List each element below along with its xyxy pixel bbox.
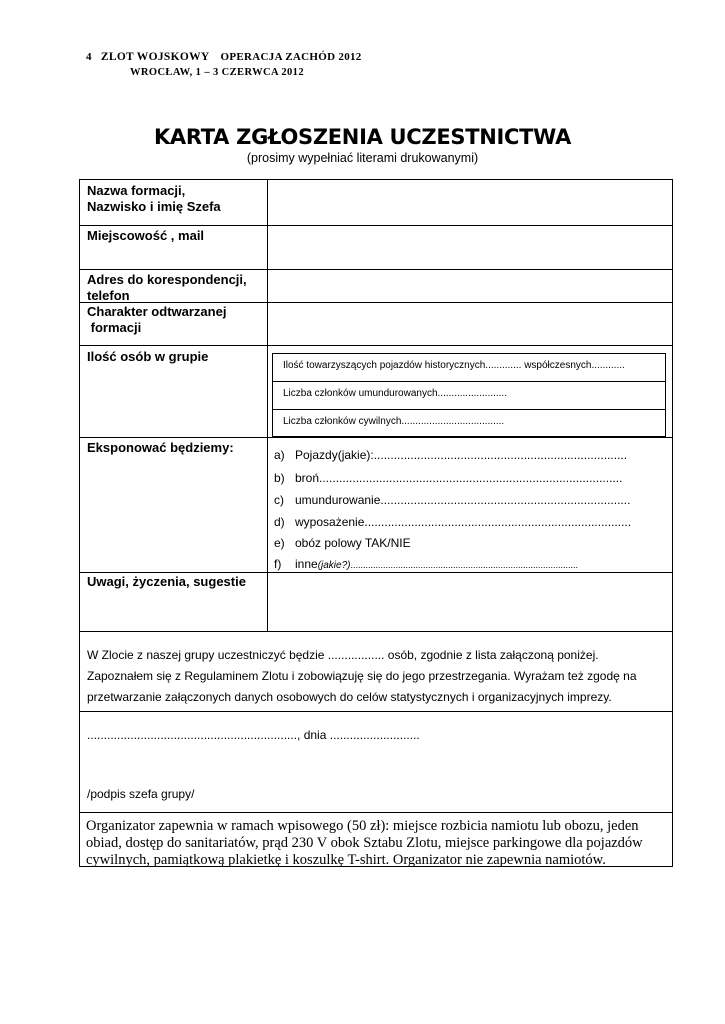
exhibit-text: Pojazdy(jakie):............................................................................ <box>295 448 628 462</box>
exhibit-item-vehicles[interactable] <box>274 448 627 462</box>
organizer-line: obiad, dostęp do sanitariatów, prąd 230 V obok Sztabu Zlotu, miejsce parkingowe dla pojazdów <box>86 835 643 851</box>
exhibit-hint: (jakie?) <box>317 560 351 571</box>
event-operation: OPERACJA ZACHÓD 2012 <box>220 51 362 63</box>
exhibit-letter: d) <box>274 515 285 529</box>
label-line: formacji <box>87 320 142 335</box>
exhibit-text: inne <box>295 557 318 571</box>
signature-label: /podpis szefa grupy/ <box>87 787 195 801</box>
participation-statement <box>87 645 637 708</box>
organizer-line: Organizator zapewnia w ramach wpisowego (50 zł): miejsce rozbicia namiotu lub obozu, jeden <box>86 818 639 834</box>
label-city-mail: Miejscowość , mail <box>87 228 205 243</box>
label-remarks: Uwagi, życzenia, sugestie <box>87 574 246 589</box>
civilian-members-field[interactable]: Liczba członków cywilnych..................................... <box>283 416 505 427</box>
label-line: Adres do korespondencji, <box>87 272 247 287</box>
row-divider <box>273 409 665 410</box>
signature-date-line[interactable]: ..............................................................., dnia ........................... <box>87 728 420 742</box>
row-divider <box>80 631 672 632</box>
exhibit-dots: ........................................................................................... <box>350 560 579 570</box>
organizer-line: cywilnych, pamiątkową plakietkę i koszulkę T-shirt. Organizator nie zapewnia namiotów. <box>86 852 606 868</box>
label-address <box>87 272 247 304</box>
statement-line: W Zlocie z naszej grupy uczestniczyć będzie ................. osób, zgodnie z lista załączoną poniżej. <box>87 648 599 662</box>
exhibit-item-camp[interactable] <box>274 536 411 550</box>
exhibit-item-other[interactable] <box>274 557 578 571</box>
label-line: Nazwisko i imię Szefa <box>87 199 221 214</box>
exhibit-text: obóz polowy TAK/NIE <box>295 536 411 550</box>
row-divider <box>80 572 672 573</box>
label-formation-character <box>87 304 226 336</box>
label-line: Nazwa formacji, <box>87 183 186 198</box>
exhibit-item-weapons[interactable] <box>274 471 622 485</box>
row-divider <box>80 711 672 712</box>
exhibit-item-uniforms[interactable] <box>274 493 630 507</box>
statement-line: przetwarzanie załączonych danych osobowych do celów statystycznych i organizacyjnych imprezy. <box>87 690 612 704</box>
page-subtitle: (prosimy wypełniać literami drukowanymi) <box>246 151 479 165</box>
label-formation-name <box>87 183 221 215</box>
row-divider <box>80 269 672 270</box>
exhibit-letter: b) <box>274 471 285 485</box>
label-line: telefon <box>87 288 130 303</box>
exhibit-item-equipment[interactable] <box>274 515 631 529</box>
exhibit-letter: a) <box>274 448 285 462</box>
vehicles-count-field[interactable]: Ilość towarzyszących pojazdów historycznych............. współczesnych............ <box>283 360 625 371</box>
statement-line: Zapoznałem się z Regulaminem Zlotu i zobowiązuję się do jego przestrzegania. Wyrażam też zgodę na <box>87 669 637 683</box>
label-group-size: Ilość osób w grupie <box>87 349 209 364</box>
group-size-subtable <box>272 353 666 437</box>
exhibit-letter: e) <box>274 536 285 550</box>
registration-form <box>79 179 673 867</box>
row-divider <box>80 225 672 226</box>
label-line: Charakter odtwarzanej <box>87 304 227 319</box>
event-location-date: WROCŁAW, 1 – 3 CZERWCA 2012 <box>130 67 304 78</box>
event-header <box>86 51 362 63</box>
event-name: ZLOT WOJSKOWY <box>100 51 210 63</box>
event-number: 4 <box>86 51 92 63</box>
label-exhibits: Eksponować będziemy: <box>87 440 234 455</box>
uniformed-members-field[interactable]: Liczba członków umundurowanych......................... <box>283 388 507 399</box>
row-divider <box>80 812 672 813</box>
exhibit-letter: c) <box>274 493 284 507</box>
exhibit-text: broń........................................................................................... <box>295 471 623 485</box>
exhibit-text: wyposażenie................................................................................ <box>295 515 632 529</box>
column-divider <box>267 180 268 631</box>
exhibit-text: umundurowanie........................................................................... <box>295 493 631 507</box>
organizer-info <box>86 818 643 869</box>
row-divider <box>273 381 665 382</box>
page-title: KARTA ZGŁOSZENIA UCZESTNICTWA <box>153 125 572 149</box>
exhibit-letter: f) <box>274 557 282 571</box>
row-divider <box>80 345 672 346</box>
row-divider <box>80 437 672 438</box>
